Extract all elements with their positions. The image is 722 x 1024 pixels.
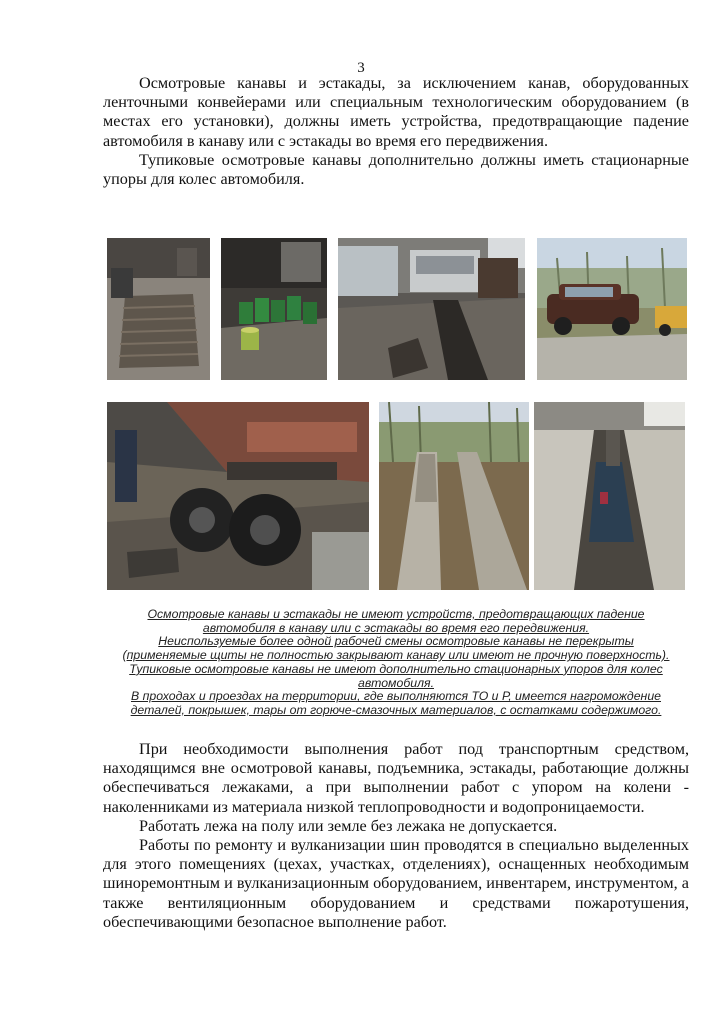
photo-garage-barrels (221, 238, 327, 380)
page-number: 3 (357, 60, 365, 76)
caption-line: Тупиковые осмотровые канавы не имеют дополнительно стационарных упоров для колес (129, 661, 663, 676)
caption-line: автомобиля. (357, 675, 434, 690)
paragraph: Работать лежа на полу или земле без лежака не допускается. (139, 816, 558, 835)
photo-pit-covered-planks (107, 238, 210, 380)
paragraph: Тупиковые осмотровые канавы дополнительно должны иметь стационарные упоры для колес автомобиля. (103, 150, 689, 189)
caption-line: Осмотровые канавы и эстакады не имеют устройств, предотвращающих падение (147, 607, 645, 621)
photo-caption (103, 608, 689, 718)
body-text (103, 740, 689, 932)
caption-line: автомобиля в канаву или с эстакады во время его передвижения. (202, 620, 590, 635)
caption-line: (применяемые щиты не полностью закрывают канаву или имеют не прочную поверхность). (122, 648, 670, 663)
caption-line: В проходах и проездах на территории, где выполняются ТО и Р, имеется нагромождение (130, 689, 661, 704)
caption-line: деталей, покрышек, тары от горюче-смазочных материалов, с остатками содержимого. (130, 702, 662, 717)
photo-truck-wheels (107, 402, 369, 590)
paragraph: При необходимости выполнения работ под транспортным средством, находящимся вне осмотровой канавы, подъемника, эстакады, работающие должны обеспечиваться лежаками, а при выполнении работ с упором на колени - наколенниками из материала низкой теплопроводности и водопроницаемости. (103, 740, 689, 816)
caption-line: Неиспользуемые более одной рабочей смены осмотровые канавы не перекрыты (158, 634, 634, 649)
paragraph: Осмотровые канавы и эстакады, за исключением канав, оборудованных ленточными конвейерами или специальным технологическим оборудованием (в местах его установки), должны иметь устройства, предотвращающие падение автомобиля в канаву или с эстакады во время его передвижения. (103, 74, 689, 150)
photo-concrete-pit (534, 402, 685, 590)
photo-wooden-overpass (379, 402, 529, 590)
paragraph: Работы по ремонту и вулканизации шин проводятся в специально выделенных для этого помещениях (цехах, участках, отделениях), оснащенных необходимым шиноремонтным и вулканизационным оборудованием, инвентарем, инструментом, а также вентиляционным оборудованием и средствами пожаротушения, обеспечивающими безопасное выполнение работ. (103, 836, 689, 931)
intro-text (103, 74, 689, 189)
photo-car-on-overpass (537, 238, 687, 380)
photo-workshop-pit-truck (338, 238, 525, 380)
